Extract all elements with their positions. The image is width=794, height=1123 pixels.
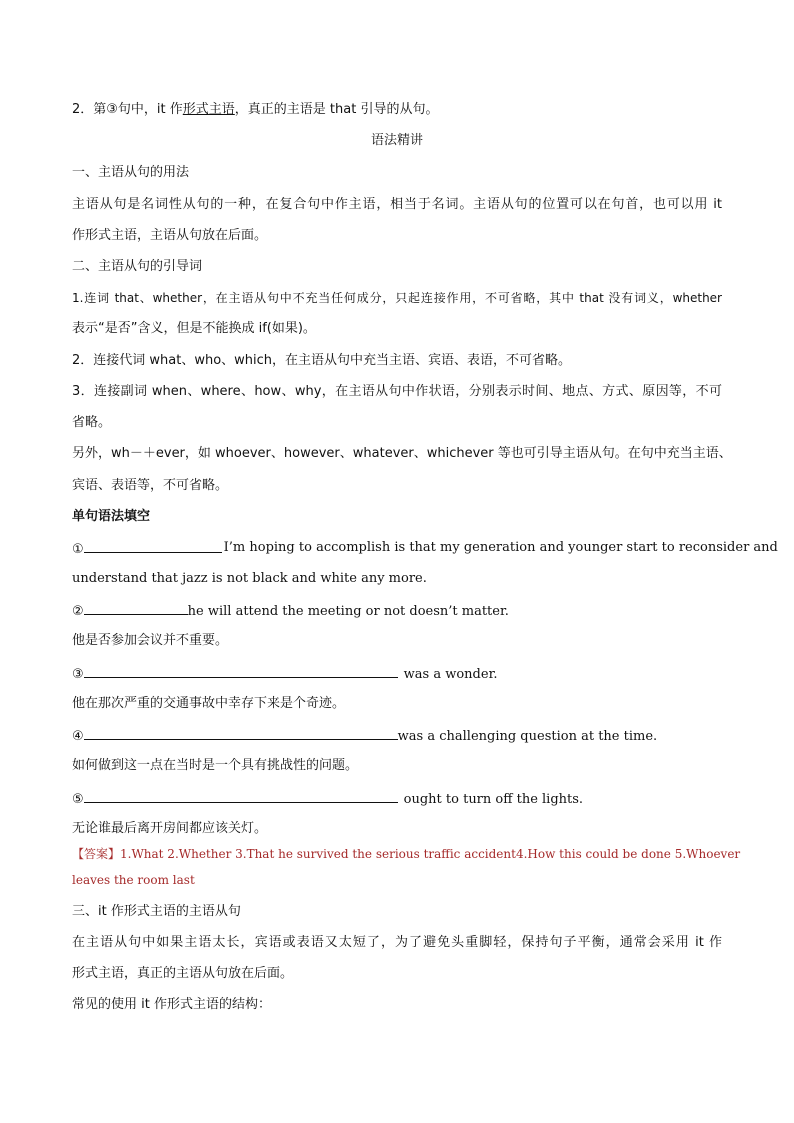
- question-1-line-1: ① I’m hoping to accomplish is that my generation and younger start to reconsider and: [72, 540, 778, 557]
- underlined-term: 形式主语: [182, 102, 235, 117]
- paragraph-1-line-1: 主语从句是名词性从句的一种，在复合句中作主语，相当于名词。主语从句的位置可以在句首，也可以用 it: [72, 197, 722, 212]
- answer-line-2: leaves the room last: [72, 873, 195, 887]
- extra-line-2: 宾语、表语等，不可省略。: [72, 478, 229, 493]
- question-3-translation: 他在那次严重的交通事故中幸存下来是个奇迹。: [72, 696, 346, 711]
- question-2: ② he will attend the meeting or not doesn’t matter.: [72, 601, 722, 621]
- question-5-blank[interactable]: [84, 789, 398, 803]
- item-1-line-1: 1.连词 that、whether，在主语从句中不充当任何成分，只起连接作用，不可省略，其中 that 没有词义，whether: [72, 291, 722, 305]
- question-2-translation: 他是否参加会议并不重要。: [72, 633, 229, 648]
- question-1-marker: ①: [72, 542, 84, 557]
- answer-line-1: 【答案】1.What 2.Whether 3.That he survived the serious traffic accident4.How this could be done 5.Whoever: [72, 847, 741, 861]
- question-2-blank[interactable]: [84, 601, 188, 615]
- section-title: 语法精讲: [370, 133, 423, 148]
- item-3-line-2: 省略。: [72, 415, 112, 430]
- question-5-translation: 无论谁最后离开房间都应该关灯。: [72, 821, 268, 836]
- question-3-marker: ③: [72, 667, 84, 682]
- question-1-blank[interactable]: [84, 539, 222, 553]
- extra-line-1: 另外，wh－＋ever，如 whoever、however、whatever、whichever 等也可引导主语从句。在句中充当主语、: [72, 446, 732, 461]
- question-1-line-2: understand that jazz is not black and white any more.: [72, 571, 427, 586]
- item-3-line-1: 3．连接副词 when、where、how、why，在主语从句中作状语，分别表示时间、地点、方式、原因等，不可: [72, 384, 722, 399]
- paragraph-3-line-3: 常见的使用 it 作形式主语的结构：: [72, 997, 271, 1012]
- question-4: ④ was a challenging question at the time.: [72, 726, 722, 746]
- question-3: ③ was a wonder.: [72, 664, 722, 684]
- item-2: 2．连接代词 what、who、which，在主语从句中充当主语、宾语、表语，不可省略。: [72, 353, 572, 368]
- question-2-marker: ②: [72, 604, 84, 619]
- question-4-marker: ④: [72, 729, 84, 744]
- top-note: 2．第③句中，it 作形式主语，真正的主语是 that 引导的从句。: [72, 102, 439, 117]
- question-4-translation: 如何做到这一点在当时是一个具有挑战性的问题。: [72, 758, 359, 773]
- exercise-heading: 单句语法填空: [72, 509, 151, 524]
- heading-1: 一、主语从句的用法: [72, 165, 190, 180]
- paragraph-3-line-2: 形式主语，真正的主语从句放在后面。: [72, 966, 294, 981]
- question-5-marker: ⑤: [72, 792, 84, 807]
- heading-3: 三、it 作形式主语的主语从句: [72, 904, 241, 919]
- paragraph-3-line-1: 在主语从句中如果主语太长，宾语或表语又太短了，为了避免头重脚轻，保持句子平衡，通常会采用 it 作: [72, 935, 722, 950]
- question-5: ⑤ ought to turn off the lights.: [72, 789, 722, 809]
- heading-2: 二、主语从句的引导词: [72, 259, 203, 274]
- question-4-blank[interactable]: [84, 726, 398, 740]
- question-3-blank[interactable]: [84, 664, 398, 678]
- item-1-line-2: 表示“是否”含义，但是不能换成 if(如果)。: [72, 321, 316, 336]
- paragraph-1-line-2: 作形式主语，主语从句放在后面。: [72, 228, 268, 243]
